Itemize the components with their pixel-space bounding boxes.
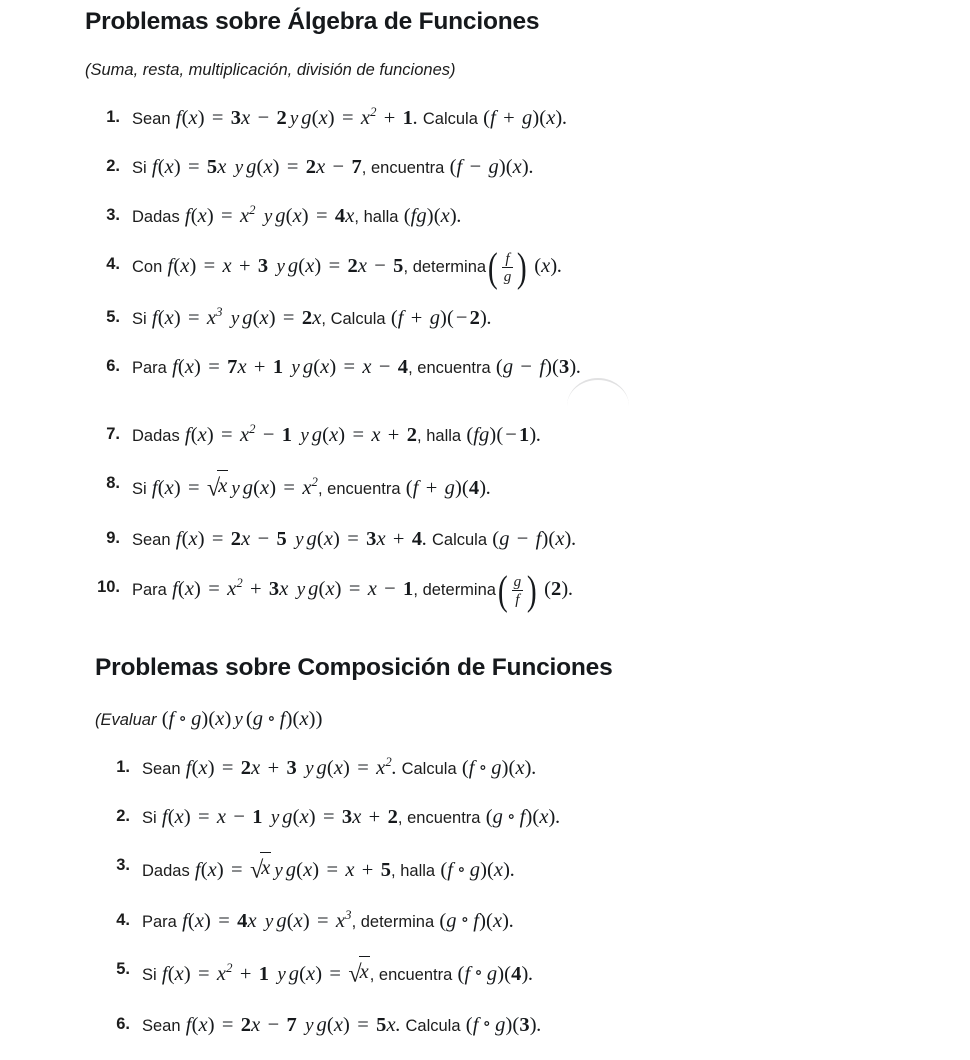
verb-word: Calcula [405, 1016, 461, 1035]
verb-word: Calcula [330, 309, 386, 328]
conjunction: y [230, 307, 240, 329]
item-number: 6. [116, 1014, 130, 1033]
item-number: 9. [106, 528, 120, 547]
item-number: 1. [116, 757, 130, 776]
math-expression: f(x) = [146, 476, 200, 499]
lead-word: Sean [142, 1016, 181, 1035]
verb-word: encuentra [370, 158, 445, 177]
verb-word: halla [400, 862, 436, 881]
problem-item [0, 852, 970, 888]
lead-word: Si [132, 479, 147, 498]
math-expression: (f + g)(4). [405, 476, 492, 499]
item-number: 1. [106, 107, 120, 126]
math-expression: $g(x) = x^2 + 1$. [301, 105, 419, 129]
fraction-g-over-f: ( $\frac{g}{f}$ ) [497, 566, 537, 613]
math-expression: $f(x) = x^2$ [179, 203, 256, 227]
item-body [132, 105, 568, 129]
math-expression: (2). [544, 578, 574, 601]
math-expression: g(x) = 2x − 5 [287, 255, 404, 278]
verb-word: encuentra [378, 965, 453, 984]
item-body [132, 305, 493, 329]
item-number: 2. [116, 806, 130, 825]
math-expression: $f(x) = x^2 + 3x$ [166, 576, 294, 601]
lead-word: Para [132, 358, 167, 377]
item-body [142, 805, 561, 828]
problem-item [0, 304, 970, 334]
problem-item [0, 202, 970, 232]
lead-word: Dadas [132, 207, 180, 226]
verb-word: Calcula [401, 759, 457, 778]
problem-item [0, 803, 970, 833]
math-expression: g(x) = x − 1 [308, 578, 414, 601]
section-subtitle-algebra: (Suma, resta, multiplicación, división de funciones) [85, 61, 456, 80]
verb-word: Calcula [432, 530, 488, 549]
item-body [132, 355, 582, 378]
verb-word: , [354, 207, 364, 226]
math-expression: f(x) = 2x − 5 [170, 527, 287, 550]
math-expression: (f + g)(x). [483, 106, 568, 129]
item-body [142, 907, 515, 932]
verb-word: encuentra [417, 358, 491, 377]
item-number: 5. [116, 959, 130, 978]
verb-word: encuentra [327, 479, 401, 498]
item-number: 3. [106, 205, 120, 224]
math-expression: (g − f)(3). [495, 355, 582, 378]
math-expression: (g − f)(x). [492, 527, 577, 550]
section-subtitle-composicion [0, 682, 970, 732]
verb-word: , [413, 581, 423, 600]
math-expression: (f ∘ g)(3). [465, 1013, 542, 1036]
conjunction: y [234, 709, 243, 731]
lead-word: Con [132, 258, 163, 277]
problem-item [0, 754, 970, 784]
math-expression: f(x) = 7x + 1 [166, 355, 284, 378]
verb-word: , [351, 912, 361, 931]
conjunction: y [300, 424, 309, 446]
problem-item [0, 525, 970, 555]
verb-word: Calcula [422, 109, 478, 128]
conjunction: y [296, 579, 306, 601]
verb-word: encuentra [407, 808, 481, 827]
math-expression: f(x) = x − 1 [156, 805, 263, 828]
math-expression: (f ∘ g)(4). [457, 962, 534, 985]
math-expression: (g ∘ f)(x). [485, 805, 561, 828]
verb-word: , [417, 426, 427, 445]
conjunction: y [270, 806, 280, 828]
item-body [142, 755, 537, 779]
math-expression: g(x) = 5x. [316, 1013, 401, 1036]
problem-item [0, 421, 970, 451]
math-expression: (f + g)(−2). [390, 306, 493, 329]
verb-word: , [369, 965, 379, 984]
page-title: Problemas sobre Álgebra de Funciones [85, 8, 540, 35]
item-number: 4. [106, 254, 120, 273]
item-number: 8. [106, 473, 120, 492]
verb-word: , [321, 309, 331, 328]
math-expression: g(x) = 3x + 4. [306, 527, 428, 550]
section-heading-composicion: Problemas sobre Composición de Funciones [95, 654, 613, 681]
math-expression: f(x) = 2x − 7 [180, 1013, 297, 1036]
conjunction: y [305, 757, 314, 779]
item-body [132, 566, 574, 613]
item-number: 3. [116, 855, 130, 874]
math-expression: (x). [534, 255, 563, 278]
conjunction: y [274, 860, 283, 882]
conjunction: y [234, 156, 244, 178]
math-expression: f(x) = [189, 859, 243, 882]
lead-word: Si [132, 158, 147, 177]
verb-word: , [391, 862, 401, 881]
math-expression: $f(x) = x^2 + 1$ [156, 960, 270, 985]
problem-item [0, 956, 970, 992]
verb-word: , [397, 808, 408, 827]
lead-word: Sean [132, 109, 171, 128]
verb-word: halla [426, 426, 462, 445]
fraction-f-over-g: ( $\frac{f}{g}$ ) [487, 244, 528, 291]
math-expression: g(x) = x − 4 [302, 355, 409, 378]
math-expression: (fg)(x). [403, 204, 463, 227]
conjunction: y [231, 477, 240, 499]
item-number: 4. [116, 910, 130, 929]
math-expression: f(x) = 2x + 3 [180, 756, 297, 779]
math-expression: f(x) = 3x − 2 [170, 106, 287, 129]
square-root-expression: √x [250, 852, 271, 888]
item-body [142, 960, 534, 988]
math-expression: g(x) = 4x [275, 204, 355, 227]
item-body [132, 244, 563, 291]
math-expression: $g(x) = x^2$. [316, 755, 397, 779]
item-body [132, 203, 463, 227]
conjunction: y [277, 963, 286, 985]
square-root-expression: √x [207, 470, 228, 506]
math-expression: (f ∘ g)(x) [161, 707, 232, 731]
conjunction: y [289, 107, 299, 129]
item-body [132, 155, 535, 178]
math-expression: $g(x) = x^2$ [242, 475, 318, 499]
math-expression: $g(x) = x^3$ [276, 907, 352, 932]
problem-item [0, 244, 970, 291]
item-body [132, 527, 577, 550]
math-expression: g(x) = x + 2 [311, 423, 418, 446]
lead-word: Si [132, 309, 147, 328]
item-number: 2. [106, 156, 120, 175]
lead-word: Si [142, 808, 157, 827]
square-root-expression: √x [348, 956, 369, 992]
conjunction: y [295, 528, 304, 550]
math-expression: $f(x) = x^2 - 1$ [179, 422, 293, 446]
math-expression: g(x) = 2x − 7 [246, 155, 362, 178]
lead-word: Dadas [132, 426, 180, 445]
math-expression: $f(x) = x^3$ [146, 305, 223, 329]
lead-word: Dadas [142, 862, 190, 881]
item-number: 10. [97, 577, 120, 596]
lead-word: Sean [142, 759, 181, 778]
conjunction: y [276, 256, 285, 278]
item-number: 6. [106, 356, 120, 375]
subtitle-lead: (Evaluar [95, 711, 157, 730]
math-expression: g(x) = [288, 962, 342, 985]
problem-item [0, 907, 970, 937]
verb-word: , [361, 158, 371, 177]
problem-list-algebra [0, 81, 970, 613]
item-body [142, 856, 516, 884]
math-expression: f(x) = 5x [146, 155, 232, 178]
conjunction: y [263, 205, 273, 227]
item-body [132, 422, 542, 446]
problem-item [0, 470, 970, 506]
math-expression: f(x) = x + 3 [162, 255, 269, 278]
problem-item [0, 104, 970, 134]
verb-word: determina [422, 581, 496, 600]
math-expression: g(x) = 2x [242, 306, 322, 329]
verb-word: determina [360, 912, 435, 931]
verb-word: , [317, 479, 328, 498]
math-expression: (g ∘ f)(x). [439, 909, 515, 932]
section-composicion-de-funciones [0, 646, 970, 1060]
conjunction: y [305, 1014, 314, 1036]
item-number: 5. [106, 307, 120, 326]
problem-item [0, 1011, 970, 1041]
math-expression: (f − g)(x). [449, 155, 535, 178]
problem-item [0, 566, 970, 613]
math-expression: (f ∘ g)(x). [461, 756, 537, 779]
math-expression: (g ∘ f)(x)) [245, 707, 323, 731]
verb-word: determina [412, 258, 487, 277]
item-body [132, 474, 492, 502]
item-body [142, 1013, 542, 1036]
math-expression: g(x) = 3x + 2 [282, 805, 398, 828]
verb-word: , [408, 358, 418, 377]
verb-word: , [403, 258, 413, 277]
problem-item [0, 353, 970, 383]
lead-word: Para [132, 581, 167, 600]
math-expression: f(x) = 4x [176, 909, 262, 932]
math-expression: (f ∘ g)(x). [440, 858, 516, 882]
verb-word: halla [363, 207, 399, 226]
conjunction: y [291, 356, 300, 378]
math-expression: g(x) = x + 5 [285, 859, 392, 882]
lead-word: Para [142, 912, 177, 931]
item-number: 7. [106, 424, 120, 443]
problem-list-composicion [0, 732, 970, 1041]
math-expression: (fg)(−1). [466, 423, 542, 446]
problem-item [0, 153, 970, 183]
lead-word: Sean [132, 530, 171, 549]
conjunction: y [264, 910, 274, 932]
lead-word: Si [142, 965, 157, 984]
